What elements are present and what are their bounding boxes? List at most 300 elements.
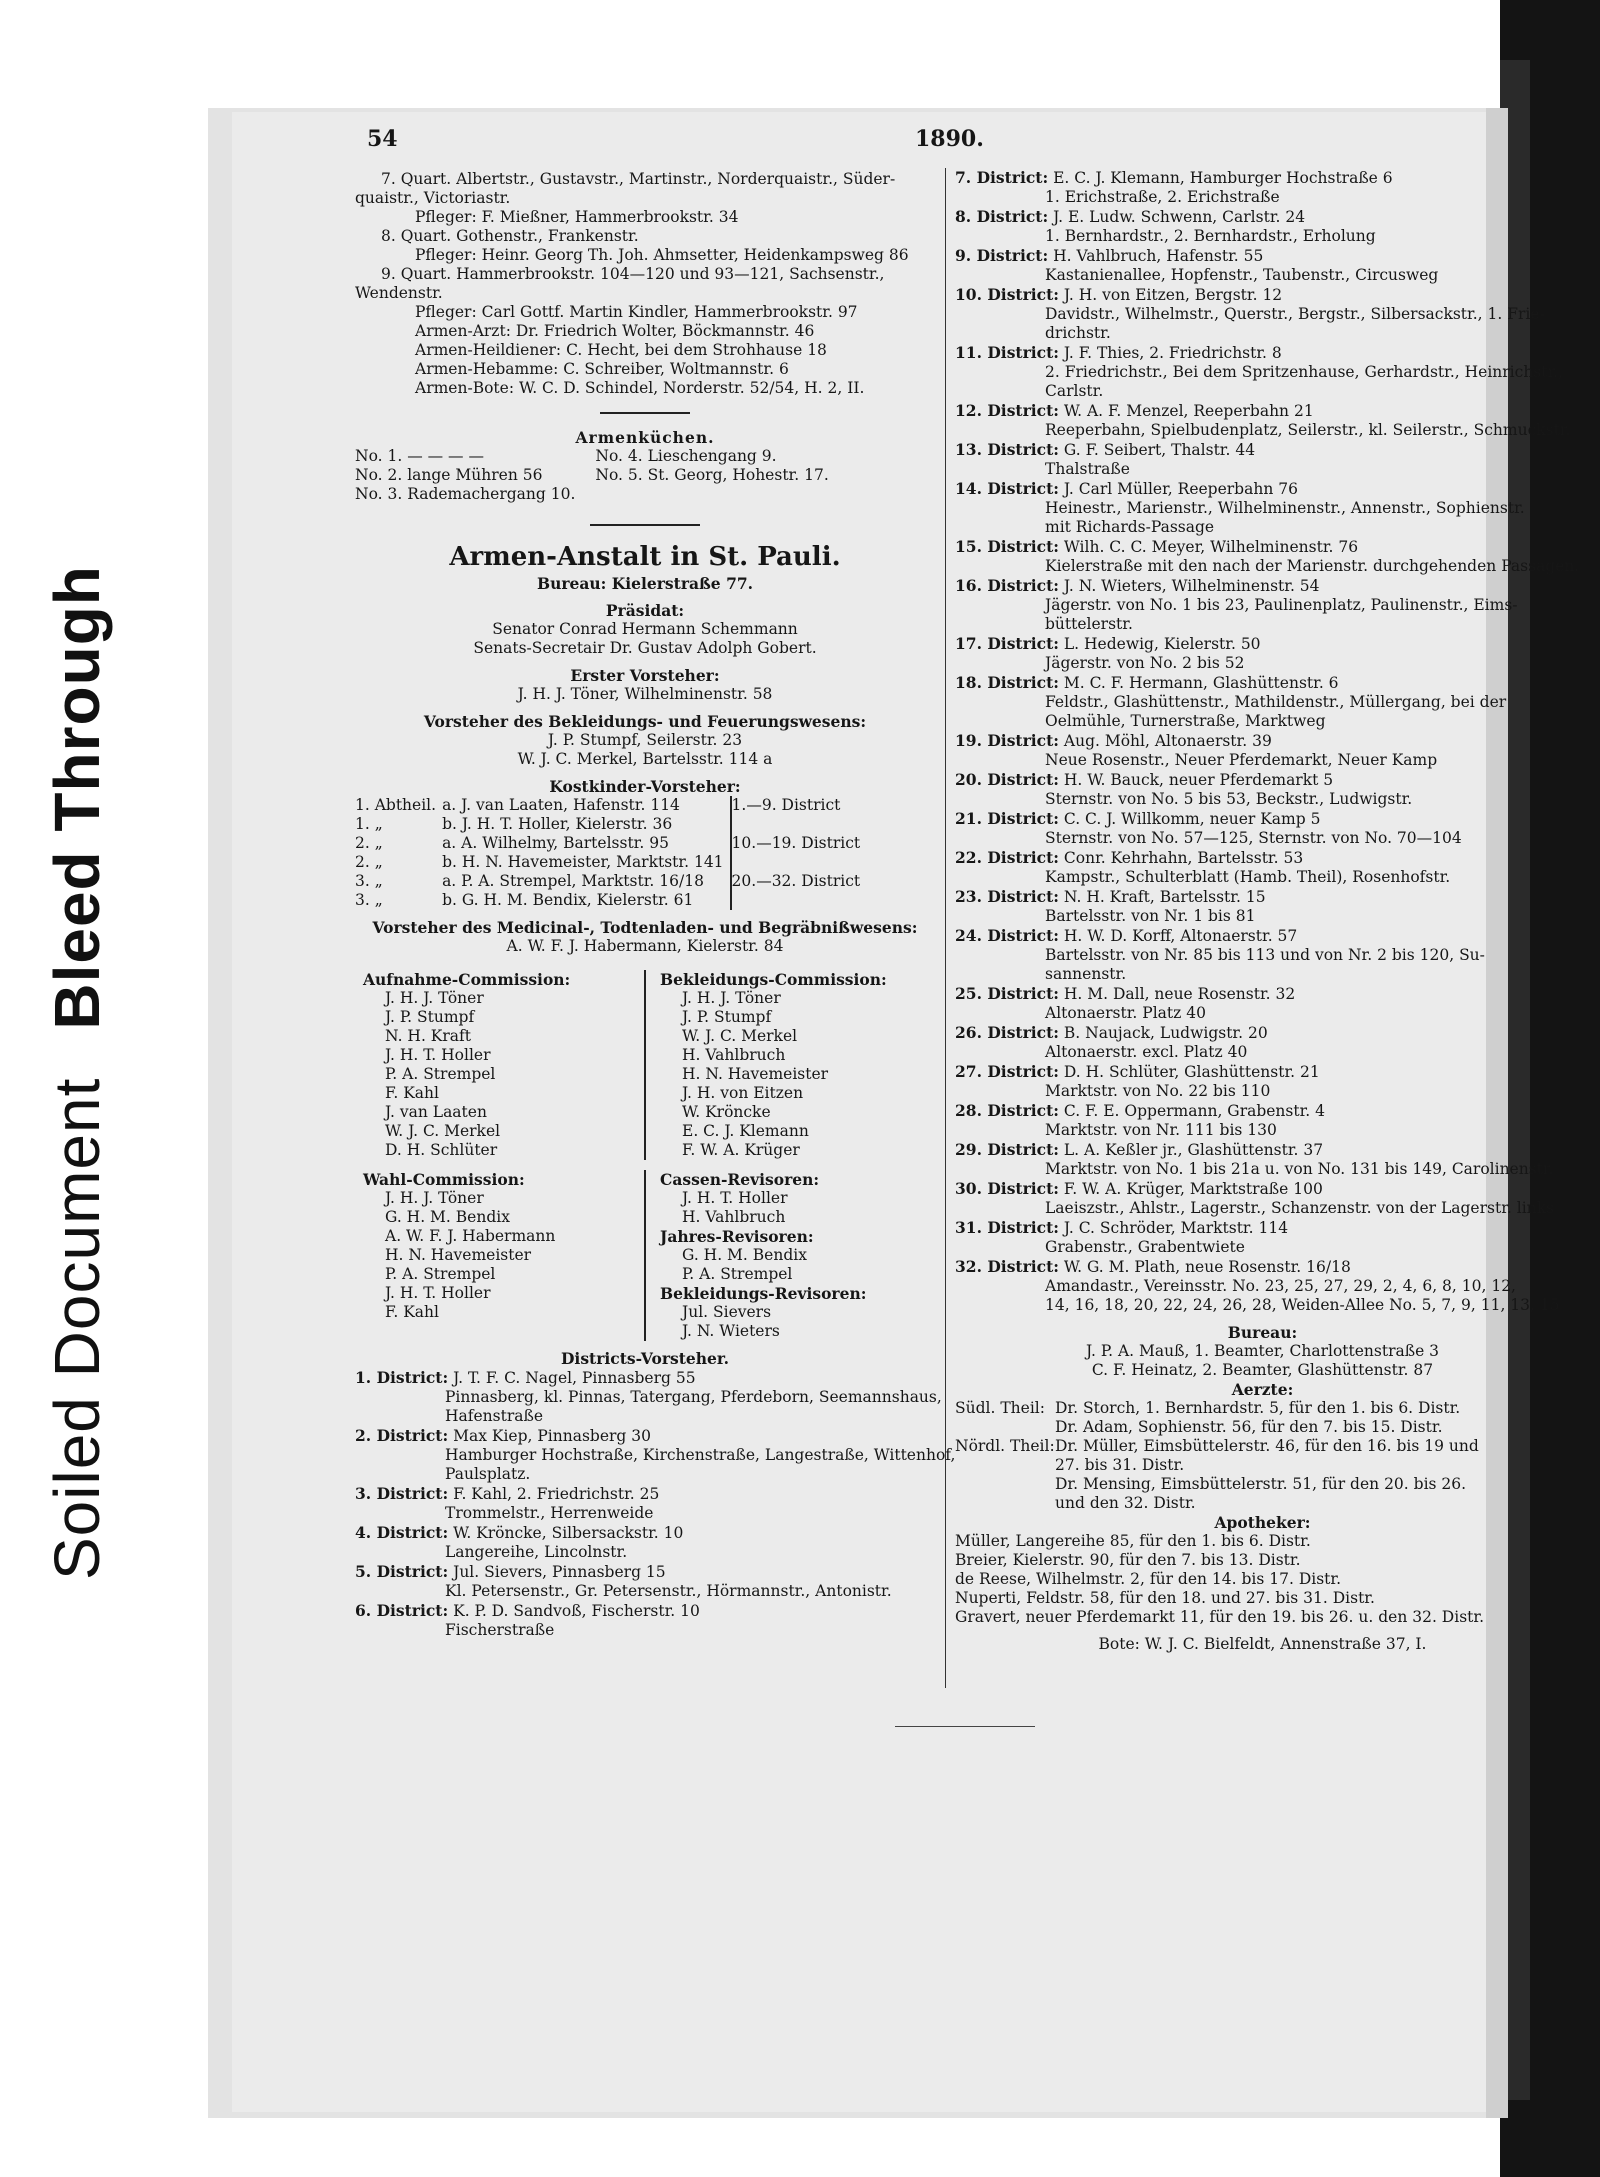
list-item: P. A. Strempel [385, 1265, 496, 1283]
district-entry [955, 1101, 1570, 1140]
foster-person: a. J. van Laaten, Hafenstr. 114 [442, 796, 680, 814]
commission-divider [644, 970, 652, 1160]
left-district-list [355, 1368, 956, 1640]
bleed-through-label: Bleed Through [41, 565, 113, 1030]
praesidat-line: Senats-Secretair Dr. Gustav Adolph Gobert. [473, 639, 817, 657]
commissions-grid [355, 970, 935, 1160]
district-head [955, 1062, 1570, 1082]
district-entry [355, 1484, 935, 1523]
district-number: 21. District: [955, 809, 1059, 828]
list-item: H. N. Havemeister [682, 1065, 829, 1083]
district-streets: büttelerstr. [1045, 615, 1133, 633]
district-number: 24. District: [955, 926, 1059, 945]
foster-person: a. P. A. Strempel, Marktstr. 16/18 [442, 872, 704, 890]
district-streets: Feldstr., Glashüttenstr., Mathildenstr., Müllergang, bei der [1045, 693, 1507, 711]
kitchens-heading: Armenküchen. [575, 428, 715, 447]
pharmacists-heading: Apotheker: [1214, 1513, 1311, 1532]
end-rule [895, 1726, 1035, 1727]
district-chairman: M. C. F. Hermann, Glashüttenstr. 6 [1063, 674, 1339, 692]
district-chairman: H. Vahlbruch, Hafenstr. 55 [1053, 247, 1264, 265]
district-chairman: J. N. Wieters, Wilhelminenstr. 54 [1063, 577, 1320, 595]
list-item: J. H. T. Holler [385, 1284, 491, 1302]
district-head [355, 1562, 935, 1582]
district-entry [955, 207, 1570, 246]
district-streets: 1. Erichstraße, 2. Erichstraße [1045, 188, 1280, 206]
district-entry [955, 673, 1570, 731]
kitchen-item: No. 3. Rademachergang 10. [355, 485, 576, 503]
district-streets: Thalstraße [1045, 460, 1130, 478]
district-chairman: Max Kiep, Pinnasberg 30 [453, 1427, 651, 1445]
quarter-line: 7. Quart. Albertstr., Gustavstr., Martinstr., Norderquaistr., Süder- [381, 170, 896, 188]
district-streets: 2. Friedrichstr., Bei dem Spritzenhause, Gerhardstr., Heinrichstr., [1045, 363, 1564, 381]
foster-dept: 2. „ [355, 853, 383, 871]
list-item: J. H. von Eitzen [682, 1084, 804, 1102]
district-chairman: W. G. M. Plath, neue Rosenstr. 16/18 [1063, 1258, 1351, 1276]
list-item: G. H. M. Bendix [682, 1246, 807, 1264]
doctor-line [955, 1456, 1570, 1475]
district-number: 31. District: [955, 1218, 1059, 1237]
divider-rule [590, 524, 700, 526]
district-head [955, 1101, 1570, 1121]
district-entry [955, 926, 1570, 984]
doctor-text: Dr. Storch, 1. Bernhardstr. 5, für den 1. bis 6. Distr. [1055, 1399, 1461, 1417]
commission-heading: Bekleidungs-Commission: [660, 970, 887, 989]
list-item: J. H. T. Holler [682, 1189, 788, 1207]
district-head [955, 1257, 1570, 1277]
district-head [955, 887, 1570, 907]
district-number: 29. District: [955, 1140, 1059, 1159]
district-head [355, 1426, 935, 1446]
list-item: J. H. J. Töner [385, 989, 484, 1007]
official-line: Armen-Heildiener: C. Hecht, bei dem Strohhause 18 [415, 341, 827, 359]
foster-range: 1.—9. District [731, 796, 867, 834]
official-line: Armen-Arzt: Dr. Friedrich Wolter, Böckmannstr. 46 [415, 322, 815, 340]
district-entry [955, 1062, 1570, 1101]
district-head [955, 576, 1570, 596]
institution-title: Armen-Anstalt in St. Pauli. [449, 542, 841, 572]
district-streets: drichstr. [1045, 324, 1111, 342]
district-streets: Kl. Petersenstr., Gr. Petersenstr., Hörmannstr., Antonistr. [445, 1582, 892, 1600]
district-number: 6. District: [355, 1601, 449, 1620]
list-item: W. J. C. Merkel [385, 1122, 501, 1140]
district-streets: Bartelsstr. von Nr. 1 bis 81 [1045, 907, 1256, 925]
district-streets: Oelmühle, Turnerstraße, Marktweg [1045, 712, 1326, 730]
district-number: 19. District: [955, 731, 1059, 750]
commission-heading: Jahres-Revisoren: [660, 1227, 814, 1246]
district-chairman: E. C. J. Klemann, Hamburger Hochstraße 6 [1053, 169, 1393, 187]
district-chairman: K. P. D. Sandvoß, Fischerstr. 10 [453, 1602, 700, 1620]
quarter-line: Pfleger: F. Mießner, Hammerbrookstr. 34 [415, 208, 739, 226]
soiled-document-label: Soiled Document [41, 1077, 113, 1580]
right-district-list [955, 168, 1580, 1315]
district-head [955, 440, 1570, 460]
district-number: 17. District: [955, 634, 1059, 653]
praesidat-line: Senator Conrad Hermann Schemmann [492, 620, 798, 638]
district-head [955, 731, 1570, 751]
doctor-area-label: Nördl. Theil: [955, 1437, 1055, 1455]
district-head [955, 537, 1570, 557]
district-entry [355, 1368, 942, 1426]
foster-dept: 3. „ [355, 891, 383, 909]
district-chairman: B. Naujack, Ludwigstr. 20 [1063, 1024, 1268, 1042]
district-chairman: F. W. A. Krüger, Marktstraße 100 [1063, 1180, 1323, 1198]
district-entry [955, 576, 1570, 634]
district-head [955, 1179, 1570, 1199]
foster-person: b. G. H. M. Bendix, Kielerstr. 61 [442, 891, 694, 909]
kitchen-item: No. 2. lange Mühren 56 [355, 466, 543, 484]
list-item: Jul. Sievers [682, 1303, 772, 1321]
district-chairman: L. A. Keßler jr., Glashüttenstr. 37 [1063, 1141, 1324, 1159]
foster-range: 10.—19. District [731, 834, 867, 872]
district-number: 30. District: [955, 1179, 1059, 1198]
district-entry [955, 984, 1570, 1023]
district-number: 4. District: [355, 1523, 449, 1542]
district-number: 1. District: [355, 1368, 449, 1387]
district-head [955, 1218, 1570, 1238]
foster-person: b. H. N. Havemeister, Marktstr. 141 [442, 853, 724, 871]
district-number: 2. District: [355, 1426, 449, 1445]
district-chairman: G. F. Seibert, Thalstr. 44 [1063, 441, 1256, 459]
district-streets: Grabenstr., Grabentwiete [1045, 1238, 1245, 1256]
district-chairman: N. H. Kraft, Bartelsstr. 15 [1063, 888, 1266, 906]
district-chairman: H. W. Bauck, neuer Pferdemarkt 5 [1063, 771, 1334, 789]
district-number: 15. District: [955, 537, 1059, 556]
district-head [955, 809, 1570, 829]
district-number: 13. District: [955, 440, 1059, 459]
district-heading: Districts-Vorsteher. [560, 1349, 730, 1368]
list-item: H. Vahlbruch [682, 1208, 786, 1226]
district-number: 11. District: [955, 343, 1059, 362]
doctor-line [955, 1475, 1570, 1494]
district-entry [955, 285, 1570, 343]
district-head [955, 634, 1570, 654]
district-streets: Bartelsstr. von Nr. 85 bis 113 und von Nr. 2 bis 120, Su- [1045, 946, 1485, 964]
district-streets: Laeiszstr., Ahlstr., Lagerstr., Schanzenstr. von der Lagerstr. links [1045, 1199, 1554, 1217]
quarter-line: quaistr., Victoriastr. [355, 189, 511, 207]
district-streets: Marktstr. von No. 1 bis 21a u. von No. 131 bis 149, Carolinenstr. [1045, 1160, 1554, 1178]
district-entry [955, 246, 1570, 285]
district-entry [955, 1257, 1570, 1315]
doctor-line [955, 1418, 1570, 1437]
district-chairman: Aug. Möhl, Altonaerstr. 39 [1063, 732, 1272, 750]
district-streets: Paulsplatz. [445, 1465, 531, 1483]
district-head [955, 285, 1570, 305]
district-head [955, 770, 1570, 790]
district-streets: Neue Rosenstr., Neuer Pferdemarkt, Neuer Kamp [1045, 751, 1438, 769]
district-number: 32. District: [955, 1257, 1059, 1276]
district-number: 8. District: [955, 207, 1049, 226]
quarter-line: Pfleger: Carl Gottf. Martin Kindler, Hammerbrookstr. 97 [415, 303, 858, 321]
district-streets: Davidstr., Wilhelmstr., Querstr., Bergstr., Silbersackstr., 1. Frie- [1045, 305, 1545, 323]
kitchen-item: No. 4. Lieschengang 9. [595, 447, 777, 465]
district-streets: mit Richards-Passage [1045, 518, 1215, 536]
district-number: 23. District: [955, 887, 1059, 906]
district-chairman: F. Kahl, 2. Friedrichstr. 25 [453, 1485, 660, 1503]
district-streets: 14, 16, 18, 20, 22, 24, 26, 28, Weiden-Allee No. 5, 7, 9, 11, 13, 15 [1045, 1296, 1560, 1314]
list-item: A. W. F. J. Habermann [385, 1227, 556, 1245]
official-line: Armen-Hebamme: C. Schreiber, Woltmannstr. 6 [415, 360, 789, 378]
quarter-line: 9. Quart. Hammerbrookstr. 104—120 und 93—121, Sachsenstr., [381, 265, 885, 283]
list-item: F. W. A. Krüger [682, 1141, 800, 1159]
district-head [955, 246, 1570, 266]
district-chairman: J. F. Thies, 2. Friedrichstr. 8 [1063, 344, 1282, 362]
district-streets: Kastanienallee, Hopfenstr., Taubenstr., Circusweg [1045, 266, 1439, 284]
list-item: F. Kahl [385, 1084, 439, 1102]
district-streets: Carlstr. [1045, 382, 1104, 400]
commission-heading: Cassen-Revisoren: [660, 1170, 820, 1189]
doctor-text: und den 32. Distr. [1055, 1494, 1196, 1512]
district-entry [955, 401, 1570, 440]
district-chairman: J. T. F. C. Nagel, Pinnasberg 55 [453, 1369, 696, 1387]
district-entry [955, 770, 1570, 809]
district-number: 5. District: [355, 1562, 449, 1581]
district-streets: Amandastr., Vereinsstr. No. 23, 25, 27, 29, 2, 4, 6, 8, 10, 12, [1045, 1277, 1516, 1295]
district-chairman: Wilh. C. C. Meyer, Wilhelminenstr. 76 [1063, 538, 1359, 556]
quarter-line: Pfleger: Heinr. Georg Th. Joh. Ahmsetter, Heidenkampsweg 86 [415, 246, 909, 264]
district-entry [955, 1023, 1570, 1062]
doctor-text: 27. bis 31. Distr. [1055, 1456, 1185, 1474]
kitchens-list [355, 447, 829, 504]
district-streets: Hamburger Hochstraße, Kirchenstraße, Langestraße, Wittenhof, [445, 1446, 956, 1464]
district-entry [955, 848, 1570, 887]
list-item: P. A. Strempel [385, 1065, 496, 1083]
district-number: 3. District: [355, 1484, 449, 1503]
district-entry [955, 479, 1570, 537]
foster-heading: Kostkinder-Vorsteher: [549, 777, 741, 796]
right-column [955, 168, 1580, 1654]
district-entry [955, 537, 1580, 576]
doctor-line [955, 1437, 1570, 1456]
district-chairman: Conr. Kehrhahn, Bartelsstr. 53 [1063, 849, 1304, 867]
district-streets: Sternstr. von No. 5 bis 53, Beckstr., Ludwigstr. [1045, 790, 1413, 808]
list-item: H. N. Havemeister [385, 1246, 532, 1264]
list-item: F. Kahl [385, 1303, 439, 1321]
foster-table [355, 796, 866, 910]
district-head [955, 168, 1570, 188]
district-streets: 1. Bernhardstr., 2. Bernhardstr., Erholung [1045, 227, 1376, 245]
district-head [355, 1523, 935, 1543]
district-entry [955, 343, 1570, 401]
district-streets: Marktstr. von Nr. 111 bis 130 [1045, 1121, 1277, 1139]
page-header [355, 126, 1565, 160]
list-item: W. Kröncke [682, 1103, 771, 1121]
district-chairman: J. H. von Eitzen, Bergstr. 12 [1063, 286, 1283, 304]
wahl-commission [355, 1170, 638, 1341]
district-number: 14. District: [955, 479, 1059, 498]
list-item: J. van Laaten [385, 1103, 487, 1121]
quarter-line: Wendenstr. [355, 284, 443, 302]
district-entry [955, 809, 1570, 848]
aufnahme-commission [355, 970, 638, 1160]
district-entry [355, 1426, 956, 1484]
list-item: J. P. Stumpf [682, 1008, 772, 1026]
table-row [355, 872, 866, 891]
bekleidung-commission [652, 970, 935, 1160]
list-item: D. H. Schlüter [385, 1141, 498, 1159]
district-streets: sannenstr. [1045, 965, 1127, 983]
foster-dept: 1. Abtheil. [355, 796, 437, 814]
first-chairman-heading: Erster Vorsteher: [570, 666, 720, 685]
doctor-text: Dr. Mensing, Eimsbüttelerstr. 51, für den 20. bis 26. [1055, 1475, 1467, 1493]
divider-rule [600, 412, 690, 414]
praesidat-heading: Präsidat: [605, 601, 685, 620]
bureau-heading: Bureau: [1227, 1323, 1298, 1342]
district-head [955, 984, 1570, 1004]
district-chairman: Jul. Sievers, Pinnasberg 15 [453, 1563, 666, 1581]
quarter-line: 8. Quart. Gothenstr., Frankenstr. [381, 227, 639, 245]
list-item: J. H. J. Töner [385, 1189, 484, 1207]
messenger-line: Bote: W. J. C. Bielfeldt, Annenstraße 37, I. [1098, 1635, 1427, 1653]
district-head [955, 343, 1570, 363]
list-item: N. H. Kraft [385, 1027, 471, 1045]
district-entry [955, 168, 1570, 207]
commission-heading: Bekleidungs-Revisoren: [660, 1284, 867, 1303]
district-entry [955, 1179, 1570, 1218]
kitchen-item: No. 5. St. Georg, Hohestr. 17. [595, 466, 829, 484]
bureau-line: J. P. A. Mauß, 1. Beamter, Charlottenstraße 3 [1085, 1342, 1440, 1360]
pharmacist-line: Breier, Kielerstr. 90, für den 7. bis 13. Distr. [955, 1551, 1301, 1569]
district-number: 22. District: [955, 848, 1059, 867]
side-label [40, 565, 114, 1580]
commission-heading: Wahl-Commission: [363, 1170, 525, 1189]
district-entry [955, 1218, 1570, 1257]
pharmacist-line: Nuperti, Feldstr. 58, für den 18. und 27. bis 31. Distr. [955, 1589, 1375, 1607]
list-item: J. N. Wieters [682, 1322, 780, 1340]
district-head [955, 401, 1570, 421]
district-entry [355, 1523, 935, 1562]
district-number: 9. District: [955, 246, 1049, 265]
district-number: 7. District: [955, 168, 1049, 187]
foster-range: 20.—32. District [731, 872, 867, 910]
district-entry [955, 731, 1570, 770]
doctor-text: Dr. Müller, Eimsbüttelerstr. 46, für den 16. bis 19 und [1055, 1437, 1479, 1455]
doctor-line [955, 1399, 1570, 1418]
medical-heading: Vorsteher des Medicinal-, Todtenladen- und Begräbnißwesens: [372, 918, 918, 937]
district-chairman: J. C. Schröder, Marktstr. 114 [1063, 1219, 1289, 1237]
doctor-text: Dr. Adam, Sophienstr. 56, für den 7. bis 15. Distr. [1055, 1418, 1443, 1436]
district-chairman: H. W. D. Korff, Altonaerstr. 57 [1063, 927, 1298, 945]
left-column [355, 170, 956, 1640]
foster-dept: 2. „ [355, 834, 383, 852]
official-line: Armen-Bote: W. C. D. Schindel, Norderstr. 52/54, H. 2, II. [415, 379, 865, 397]
medical-line: A. W. F. J. Habermann, Kielerstr. 84 [506, 937, 784, 955]
district-number: 25. District: [955, 984, 1059, 1003]
district-head [355, 1368, 935, 1388]
list-item: H. Vahlbruch [682, 1046, 786, 1064]
first-chairman: J. H. J. Töner, Wilhelminenstr. 58 [517, 685, 773, 703]
district-streets: Marktstr. von No. 22 bis 110 [1045, 1082, 1271, 1100]
pharmacist-line: de Reese, Wilhelmstr. 2, für den 14. bis 17. Distr. [955, 1570, 1342, 1588]
foster-dept: 1. „ [355, 815, 383, 833]
district-entry [355, 1601, 935, 1640]
list-item: W. J. C. Merkel [682, 1027, 798, 1045]
district-entry [955, 887, 1570, 926]
list-item: G. H. M. Bendix [385, 1208, 510, 1226]
book-page [355, 126, 1580, 2080]
district-number: 20. District: [955, 770, 1059, 789]
district-streets: Altonaerstr. excl. Platz 40 [1045, 1043, 1248, 1061]
pharmacist-line: Müller, Langereihe 85, für den 1. bis 6. Distr. [955, 1532, 1311, 1550]
district-entry [355, 1562, 935, 1601]
list-item: J. H. T. Holler [385, 1046, 491, 1064]
table-row [355, 796, 866, 815]
district-head [955, 926, 1570, 946]
district-entry [955, 634, 1570, 673]
list-item: J. P. Stumpf [385, 1008, 475, 1026]
district-streets: Langereihe, Lincolnstr. [445, 1543, 628, 1561]
district-number: 27. District: [955, 1062, 1059, 1081]
district-head [955, 1023, 1570, 1043]
district-streets: Kampstr., Schulterblatt (Hamb. Theil), Rosenhofstr. [1045, 868, 1451, 886]
revisors [652, 1170, 935, 1341]
district-number: 28. District: [955, 1101, 1059, 1120]
page-year: 1890. [915, 126, 984, 152]
district-chairman: C. C. J. Willkomm, neuer Kamp 5 [1063, 810, 1321, 828]
district-head [955, 207, 1570, 227]
district-streets: Reeperbahn, Spielbudenplatz, Seilerstr., kl. Seilerstr., Schmuckstr. [1045, 421, 1571, 439]
district-entry [955, 440, 1570, 479]
commission-divider [644, 1170, 652, 1341]
doctor-line [955, 1494, 1570, 1513]
institution-bureau: Bureau: Kielerstraße 77. [536, 574, 754, 593]
page-number: 54 [367, 126, 398, 152]
district-streets: Altonaerstr. Platz 40 [1045, 1004, 1206, 1022]
district-streets: Fischerstraße [445, 1621, 555, 1639]
district-number: 18. District: [955, 673, 1059, 692]
doctor-area-label: Südl. Theil: [955, 1399, 1045, 1417]
district-number: 10. District: [955, 285, 1059, 304]
district-head [355, 1601, 935, 1621]
district-streets: Kielerstraße mit den nach der Marienstr. durchgehenden Passagen. [1045, 557, 1580, 575]
list-item: E. C. J. Klemann [682, 1122, 809, 1140]
clothing-line: W. J. C. Merkel, Bartelsstr. 114 a [517, 750, 773, 768]
district-head [955, 673, 1570, 693]
doctors-heading: Aerzte: [1231, 1380, 1294, 1399]
foster-person: b. J. H. T. Holler, Kielerstr. 36 [442, 815, 673, 833]
district-head [355, 1484, 935, 1504]
list-item: P. A. Strempel [682, 1265, 793, 1283]
district-number: 12. District: [955, 401, 1059, 420]
district-streets: Pinnasberg, kl. Pinnas, Tatergang, Pferdeborn, Seemannshaus, [445, 1388, 942, 1406]
bureau-line: C. F. Heinatz, 2. Beamter, Glashüttenstr. 87 [1091, 1361, 1434, 1379]
district-streets: Jägerstr. von No. 1 bis 23, Paulinenplatz, Paulinenstr., Eims- [1045, 596, 1518, 614]
district-head [955, 848, 1570, 868]
district-streets: Sternstr. von No. 57—125, Sternstr. von No. 70—104 [1045, 829, 1462, 847]
kitchen-item: No. 1. — — — — [355, 447, 484, 465]
district-entry [955, 1140, 1570, 1179]
district-streets: Jägerstr. von No. 2 bis 52 [1045, 654, 1245, 672]
list-item: J. H. J. Töner [682, 989, 781, 1007]
district-chairman: C. F. E. Oppermann, Grabenstr. 4 [1063, 1102, 1326, 1120]
district-chairman: W. A. F. Menzel, Reeperbahn 21 [1063, 402, 1314, 420]
clothing-line: J. P. Stumpf, Seilerstr. 23 [547, 731, 743, 749]
foster-person: a. A. Wilhelmy, Bartelsstr. 95 [442, 834, 669, 852]
district-chairman: J. Carl Müller, Reeperbahn 76 [1063, 480, 1298, 498]
pharmacist-line: Gravert, neuer Pferdemarkt 11, für den 19. bis 26. u. den 32. Distr. [955, 1608, 1485, 1626]
district-head [955, 479, 1570, 499]
district-chairman: H. M. Dall, neue Rosenstr. 32 [1063, 985, 1296, 1003]
district-head [955, 1140, 1570, 1160]
district-streets: Heinestr., Marienstr., Wilhelminenstr., Annenstr., Sophienstr. [1045, 499, 1525, 517]
doctors-list [955, 1399, 1570, 1513]
commission-heading: Aufnahme-Commission: [363, 970, 571, 989]
district-number: 26. District: [955, 1023, 1059, 1042]
district-streets: Trommelstr., Herrenweide [445, 1504, 654, 1522]
clothing-heading: Vorsteher des Bekleidungs- und Feuerungswesens: [423, 712, 867, 731]
district-streets: Hafenstraße [445, 1407, 544, 1425]
commissions-grid-2 [355, 1170, 935, 1341]
table-row [355, 834, 866, 853]
